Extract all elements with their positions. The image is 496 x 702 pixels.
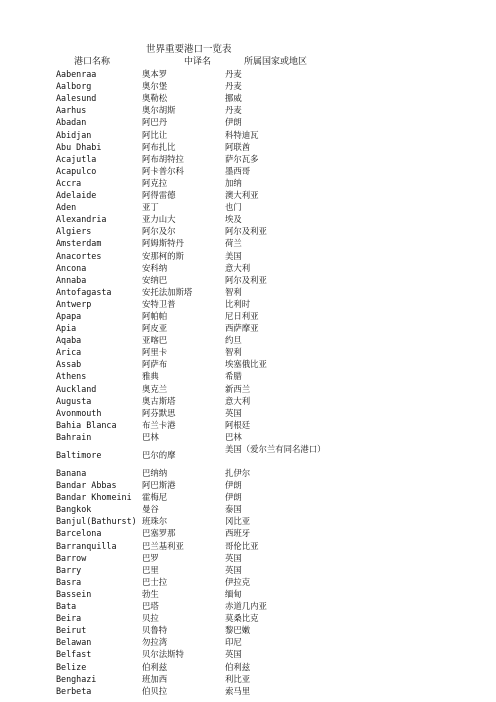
port-name-cell: Acapulco xyxy=(56,165,97,176)
port-name-cell: Anacortes xyxy=(56,250,102,261)
chinese-name-cell: 巴塔 xyxy=(142,601,159,612)
port-name-cell: Abadan xyxy=(56,117,87,128)
table-row xyxy=(56,661,436,673)
port-name-cell: Avonmouth xyxy=(56,407,102,418)
port-name-cell: Apia xyxy=(56,323,77,334)
table-row xyxy=(56,540,436,552)
chinese-name-cell: 布兰卡港 xyxy=(142,419,176,430)
port-name-cell: Bandar Khomeini xyxy=(56,492,132,503)
table-row xyxy=(56,104,436,116)
port-name-cell: Barranquilla xyxy=(56,540,117,551)
table-row xyxy=(56,479,436,491)
country-cell: 莫桑比克 xyxy=(225,613,259,624)
port-name-cell: Berbeta xyxy=(56,685,92,696)
chinese-name-cell: 巴兰基利亚 xyxy=(142,540,184,551)
table-row xyxy=(56,334,436,346)
country-cell: 尼日利亚 xyxy=(225,310,259,321)
country-cell: 埃塞俄比亚 xyxy=(225,359,267,370)
port-name-cell: Bassein xyxy=(56,588,92,599)
table-row xyxy=(56,383,436,395)
country-cell: 希腊 xyxy=(225,371,242,382)
country-cell: 挪威 xyxy=(225,93,242,104)
table-row xyxy=(56,189,436,201)
port-name-cell: Bahia Blanca xyxy=(56,419,117,430)
table-row xyxy=(56,600,436,612)
table-row xyxy=(56,274,436,286)
port-name-cell: Aalesund xyxy=(56,93,97,104)
country-cell: 墨西哥 xyxy=(225,165,251,176)
country-cell: 阿尔及利亚 xyxy=(225,226,267,237)
table-row xyxy=(56,80,436,92)
port-name-cell: Benghazi xyxy=(56,673,97,684)
country-cell: 巴林 xyxy=(225,431,242,442)
port-name-cell: Antwerp xyxy=(56,298,92,309)
table-row xyxy=(56,419,436,431)
country-cell: 英国 xyxy=(225,564,242,575)
port-name-cell: Accra xyxy=(56,177,82,188)
chinese-name-cell: 贝拉 xyxy=(142,613,159,624)
chinese-name-cell: 阿芬默思 xyxy=(142,407,176,418)
chinese-name-cell: 巴里 xyxy=(142,564,159,575)
chinese-name-cell: 班珠尔 xyxy=(142,516,168,527)
chinese-name-cell: 巴罗 xyxy=(142,552,159,563)
port-name-cell: Aarhus xyxy=(56,105,87,116)
chinese-name-cell: 阿卡普尔科 xyxy=(142,165,184,176)
table-row xyxy=(56,588,436,600)
port-name-cell: Antofagasta xyxy=(56,286,112,297)
country-cell: 索马里 xyxy=(225,685,251,696)
header-country: 所属国家或地区 xyxy=(244,57,308,67)
country-cell: 澳大利亚 xyxy=(225,190,259,201)
table-row xyxy=(56,201,436,213)
chinese-name-cell: 巴尔的摩 xyxy=(142,450,176,460)
chinese-name-cell: 巴塞罗那 xyxy=(142,528,176,539)
port-name-cell: Arica xyxy=(56,347,82,358)
country-cell: 伯利兹 xyxy=(225,661,251,672)
port-name-cell: Beira xyxy=(56,613,82,624)
chinese-name-cell: 安托法加斯塔 xyxy=(142,286,193,297)
country-cell: 意大利 xyxy=(225,262,251,273)
table-row xyxy=(56,116,436,128)
table-row xyxy=(56,431,436,443)
port-name-cell: Basra xyxy=(56,576,82,587)
table-row xyxy=(56,346,436,358)
port-name-cell: Bahrain xyxy=(56,431,92,442)
port-name-cell: Belfast xyxy=(56,649,92,660)
table-row xyxy=(56,564,436,576)
country-cell: 丹麦 xyxy=(225,81,242,92)
document-title: 世界重要港口一览表 xyxy=(146,44,232,55)
port-name-cell: Augusta xyxy=(56,395,92,406)
country-cell: 阿根廷 xyxy=(225,419,251,430)
table-row xyxy=(56,129,436,141)
table-row xyxy=(56,527,436,539)
table-row xyxy=(56,552,436,564)
table-row xyxy=(56,624,436,636)
country-cell: 西萨摩亚 xyxy=(225,323,259,334)
chinese-name-cell: 奥勒松 xyxy=(142,93,168,104)
port-name-cell: Aabenraa xyxy=(56,69,97,80)
table-row xyxy=(56,612,436,624)
chinese-name-cell: 阿萨布 xyxy=(142,359,168,370)
table-row xyxy=(56,636,436,648)
table-row xyxy=(56,395,436,407)
country-cell: 丹麦 xyxy=(225,69,242,80)
country-cell: 伊朗 xyxy=(225,117,242,128)
port-name-cell: Assab xyxy=(56,359,82,370)
chinese-name-cell: 巴林 xyxy=(142,431,159,442)
chinese-name-cell: 阿布扎比 xyxy=(142,141,176,152)
port-name-cell: Barrow xyxy=(56,552,87,563)
table-row xyxy=(56,225,436,237)
chinese-name-cell: 安科纳 xyxy=(142,262,168,273)
country-cell: 丹麦 xyxy=(225,105,242,116)
table-row xyxy=(56,358,436,370)
port-name-cell: Alexandria xyxy=(56,214,107,225)
chinese-name-cell: 奥本罗 xyxy=(142,69,168,80)
chinese-name-cell: 阿帕帕 xyxy=(142,310,168,321)
chinese-name-cell: 奥尔胡斯 xyxy=(142,105,176,116)
country-cell: 智利 xyxy=(225,347,242,358)
port-name-cell: Algiers xyxy=(56,226,92,237)
port-name-cell: Barry xyxy=(56,564,82,575)
table-row xyxy=(56,685,436,697)
port-name-cell: Apapa xyxy=(56,310,82,321)
chinese-name-cell: 勿拉湾 xyxy=(142,637,168,648)
country-cell: 加纳 xyxy=(225,177,242,188)
country-cell: 比利时 xyxy=(225,298,251,309)
table-row xyxy=(56,310,436,322)
table-row xyxy=(56,250,436,262)
chinese-name-cell: 奥尔堡 xyxy=(142,81,168,92)
country-cell: 约旦 xyxy=(225,335,242,346)
table-row xyxy=(56,370,436,382)
chinese-name-cell: 阿克拉 xyxy=(142,177,168,188)
port-name-cell: Auckland xyxy=(56,383,97,394)
chinese-name-cell: 安纳巴 xyxy=(142,274,168,285)
chinese-name-cell: 奥古斯塔 xyxy=(142,395,176,406)
country-cell: 冈比亚 xyxy=(225,516,251,527)
chinese-name-cell: 巴纳纳 xyxy=(142,468,168,478)
table-row xyxy=(56,141,436,153)
chinese-name-cell: 勃生 xyxy=(142,588,159,599)
port-name-cell: Athens xyxy=(56,371,87,382)
country-cell: 西班牙 xyxy=(225,528,251,539)
country-cell: 伊朗 xyxy=(225,480,242,491)
port-name-cell: Bangkok xyxy=(56,504,92,515)
table-row xyxy=(56,515,436,527)
chinese-name-cell: 阿皮亚 xyxy=(142,323,168,334)
country-cell: 哥伦比亚 xyxy=(225,540,259,551)
table-row xyxy=(56,322,436,334)
chinese-name-cell: 曼谷 xyxy=(142,504,159,515)
chinese-name-cell: 班加西 xyxy=(142,673,168,684)
chinese-name-cell: 阿姆斯特丹 xyxy=(142,238,184,249)
table-row xyxy=(56,503,436,515)
port-name-cell: Bata xyxy=(56,601,77,612)
country-cell: 荷兰 xyxy=(225,238,242,249)
table-row xyxy=(56,443,436,467)
port-name-cell: Banjul(Bathurst) xyxy=(56,516,137,527)
table-body xyxy=(56,68,436,697)
country-cell: 英国 xyxy=(225,407,242,418)
table-row xyxy=(56,68,436,80)
country-cell: 泰国 xyxy=(225,504,242,515)
chinese-name-cell: 阿巴丹 xyxy=(142,117,168,128)
chinese-name-cell: 阿比让 xyxy=(142,129,168,140)
port-name-cell: Belize xyxy=(56,661,87,672)
table-row xyxy=(56,673,436,685)
port-name-cell: Annaba xyxy=(56,274,87,285)
table-row xyxy=(56,262,436,274)
port-name-cell: Barcelona xyxy=(56,528,102,539)
table-row xyxy=(56,165,436,177)
chinese-name-cell: 贝鲁特 xyxy=(142,625,168,636)
port-name-cell: Baltimore xyxy=(56,450,102,460)
table-row xyxy=(56,237,436,249)
port-name-cell: Beirut xyxy=(56,625,87,636)
table-row xyxy=(56,491,436,503)
port-name-cell: Aden xyxy=(56,202,77,213)
port-name-cell: Abu Dhabi xyxy=(56,141,102,152)
table-row xyxy=(56,213,436,225)
chinese-name-cell: 亚丁 xyxy=(142,202,159,213)
country-cell: 也门 xyxy=(225,202,242,213)
table-row xyxy=(56,153,436,165)
country-cell: 印尼 xyxy=(225,637,242,648)
chinese-name-cell: 阿尔及尔 xyxy=(142,226,176,237)
port-name-cell: Acajutla xyxy=(56,153,97,164)
chinese-name-cell: 雅典 xyxy=(142,371,159,382)
chinese-name-cell: 霍梅尼 xyxy=(142,492,168,503)
chinese-name-cell: 亚力山大 xyxy=(142,214,176,225)
chinese-name-cell: 安特卫普 xyxy=(142,298,176,309)
country-cell: 美国 xyxy=(225,250,242,261)
country-cell: 智利 xyxy=(225,286,242,297)
table-row xyxy=(56,92,436,104)
country-cell: 萨尔瓦多 xyxy=(225,153,259,164)
country-cell: 意大利 xyxy=(225,395,251,406)
chinese-name-cell: 奥克兰 xyxy=(142,383,168,394)
country-cell: 科特迪瓦 xyxy=(225,129,259,140)
chinese-name-cell: 阿里卡 xyxy=(142,347,168,358)
table-header-row xyxy=(56,56,436,68)
chinese-name-cell: 巴士拉 xyxy=(142,576,168,587)
country-cell: 伊朗 xyxy=(225,492,242,503)
port-name-cell: Abidjan xyxy=(56,129,92,140)
ports-table xyxy=(56,56,436,697)
table-row xyxy=(56,576,436,588)
table-row xyxy=(56,467,436,479)
port-name-cell: Belawan xyxy=(56,637,92,648)
header-chinese-name: 中译名 xyxy=(184,57,212,67)
header-port-name: 港口名称 xyxy=(74,57,111,67)
country-cell: 扎伊尔 xyxy=(225,468,251,478)
country-cell: 英国 xyxy=(225,552,242,563)
chinese-name-cell: 伯利兹 xyxy=(142,661,168,672)
table-row xyxy=(56,648,436,660)
country-cell: 黎巴嫩 xyxy=(225,625,251,636)
country-cell: 阿尔及利亚 xyxy=(225,274,267,285)
table-row xyxy=(56,177,436,189)
country-cell: 利比亚 xyxy=(225,673,251,684)
table-row xyxy=(56,407,436,419)
port-name-cell: Aalborg xyxy=(56,81,92,92)
country-cell: 赤道几内亚 xyxy=(225,601,267,612)
country-cell: 伊拉克 xyxy=(225,576,251,587)
chinese-name-cell: 阿得雷德 xyxy=(142,190,176,201)
country-cell: 新西兰 xyxy=(225,383,251,394)
table-row xyxy=(56,298,436,310)
port-name-cell: Bandar Abbas xyxy=(56,480,117,491)
port-name-cell: Aqaba xyxy=(56,335,82,346)
chinese-name-cell: 安那柯的斯 xyxy=(142,250,184,261)
country-cell: 英国 xyxy=(225,649,242,660)
country-cell: 美国（爱尔兰有同名港口） xyxy=(225,444,326,454)
chinese-name-cell: 亚喀巴 xyxy=(142,335,168,346)
chinese-name-cell: 伯贝拉 xyxy=(142,685,168,696)
port-name-cell: Banana xyxy=(56,468,87,478)
chinese-name-cell: 阿巴斯港 xyxy=(142,480,176,491)
country-cell: 埃及 xyxy=(225,214,242,225)
country-cell: 缅甸 xyxy=(225,588,242,599)
table-row xyxy=(56,286,436,298)
port-name-cell: Amsterdam xyxy=(56,238,102,249)
country-cell: 阿联酋 xyxy=(225,141,251,152)
chinese-name-cell: 阿布胡特拉 xyxy=(142,153,184,164)
port-name-cell: Ancona xyxy=(56,262,87,273)
port-name-cell: Adelaide xyxy=(56,190,97,201)
chinese-name-cell: 贝尔法斯特 xyxy=(142,649,184,660)
